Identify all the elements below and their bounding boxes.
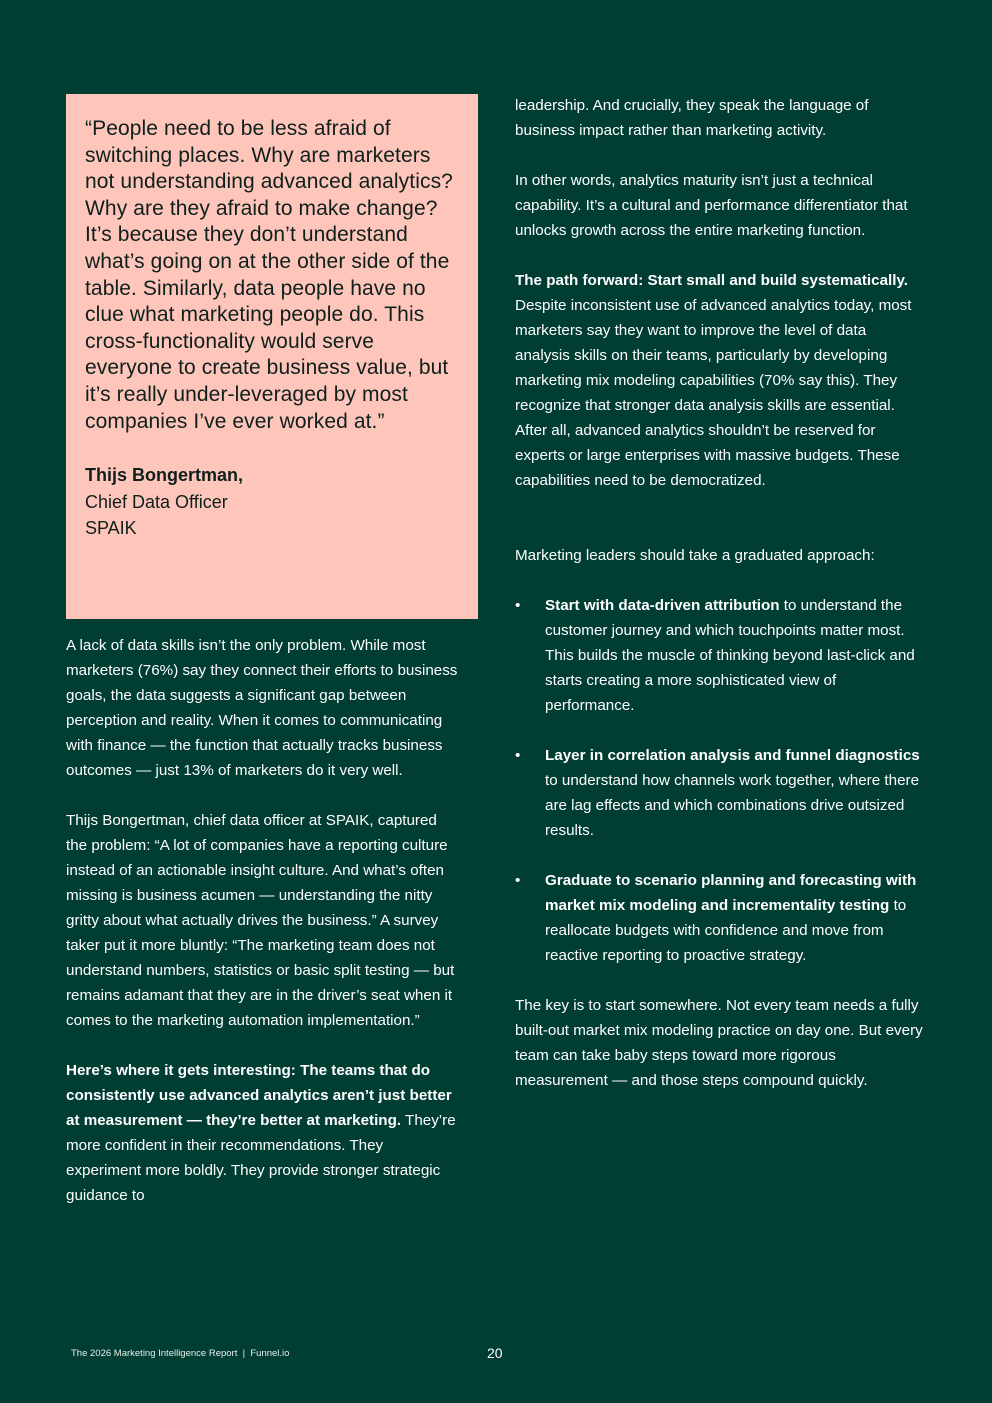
- list-item: [515, 868, 925, 968]
- approach-list: [515, 593, 925, 968]
- paragraph-path-forward: [515, 268, 925, 493]
- list-item-lead: Graduate to scenario planning and forecasting with market mix modeling and incrementality testing: [545, 872, 917, 914]
- paragraph-interesting: [66, 1058, 461, 1208]
- list-item-body: to understand how channels work together, where there are lag effects and which combinations drive outsized results.: [545, 772, 920, 839]
- list-item: [515, 593, 925, 718]
- quote-author-name: Thijs Bongertman,: [85, 465, 244, 486]
- list-item-body: to understand the customer journey and which touchpoints matter most. This builds the muscle of thinking beyond last-click and starts creating a more sophisticated view of performance.: [545, 597, 915, 714]
- list-item-lead: Layer in correlation analysis and funnel diagnostics: [545, 747, 920, 764]
- page-number: 20: [487, 1345, 503, 1361]
- pull-quote-text: “People need to be less afraid of switching places. Why are marketers not understanding advanced analytics? Why are they afraid to make change? It’s because they don’t understand what’s going on at the other side of the table. Similarly, data people have no clue what marketing people do. This cross-functionality would serve everyone to create business value, but it’s really under-leveraged by most companies I’ve ever worked at.”: [85, 117, 453, 433]
- left-column: [66, 633, 461, 1233]
- paragraph-graduated: Marketing leaders should take a graduated approach:: [515, 547, 875, 564]
- quote-author-role: Chief Data Officer: [85, 491, 228, 512]
- footer-report-title: The 2026 Marketing Intelligence Report | Funnel.io: [71, 1348, 290, 1359]
- paragraph-leadership: leadership. And crucially, they speak the language of business impact rather than marketing activity.: [515, 97, 869, 139]
- paragraph-path-forward-body: Despite inconsistent use of advanced analytics today, most marketers say they want to improve the level of data analysis skills on their teams, particularly by developing marketing mix modeling capabilities (70% say this). They recognize that stronger data analysis skills are essential. After all, advanced analytics shouldn’t be reserved for experts or large enterprises with massive budgets. These capabilities need to be democratized.: [515, 297, 912, 489]
- bullet-icon: •: [515, 597, 521, 614]
- paragraph-other-words: In other words, analytics maturity isn’t just a technical capability. It’s a cultural and performance differentiator that unlocks growth across the entire marketing function.: [515, 172, 908, 239]
- right-column: [515, 93, 925, 1118]
- list-item-body: to reallocate budgets with confidence and move from reactive reporting to proactive strategy.: [545, 897, 907, 964]
- paragraph-interesting-body: They’re more confident in their recommendations. They experiment more boldly. They provide stronger strategic guidance to: [66, 1112, 456, 1204]
- bullet-icon: •: [515, 747, 521, 764]
- section-spacer: [515, 518, 925, 543]
- list-item: [515, 743, 925, 843]
- list-item-lead: Start with data-driven attribution: [545, 597, 780, 614]
- paragraph-key: The key is to start somewhere. Not every team needs a fully built-out market mix modeling practice on day one. But every team can take baby steps toward more rigorous measurement — and those steps compound quickly.: [515, 997, 923, 1089]
- quote-author-org: SPAIK: [85, 518, 137, 539]
- paragraph-path-forward-lead: The path forward: Start small and build systematically.: [515, 272, 908, 289]
- paragraph-bongertman: Thijs Bongertman, chief data officer at SPAIK, captured the problem: “A lot of companies have a reporting culture instead of an actionable insight culture. And what’s often missing is business acumen — understanding the nitty gritty about what actually drives the business.” A survey taker put it more bluntly: “The marketing team does not understand numbers, statistics or basic split testing — but remains adamant that they are in the driver’s seat when it comes to the marketing automation implementation.”: [66, 812, 455, 1029]
- pull-quote-box: [66, 94, 478, 619]
- quote-attribution: [85, 462, 459, 542]
- bullet-icon: •: [515, 872, 521, 889]
- paragraph-interesting-lead: Here’s where it gets interesting: The teams that do consistently use advanced analytics aren’t just better at measurement — they’re better at marketing.: [66, 1062, 452, 1129]
- paragraph-data-skills: A lack of data skills isn’t the only problem. While most marketers (76%) say they connect their efforts to business goals, the data suggests a significant gap between perception and reality. When it comes to communicating with finance — the function that actually tracks business outcomes — just 13% of marketers do it very well.: [66, 637, 458, 779]
